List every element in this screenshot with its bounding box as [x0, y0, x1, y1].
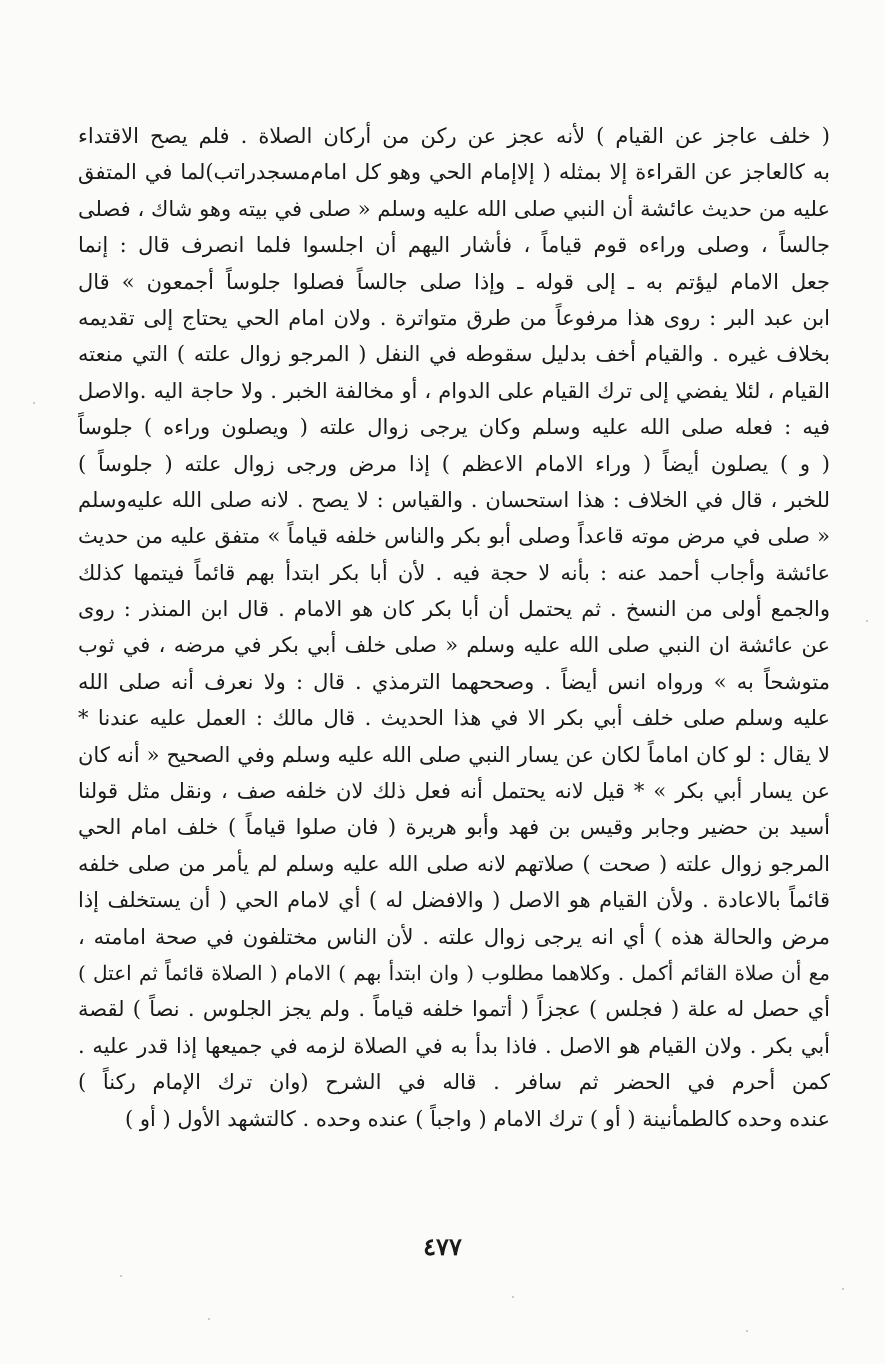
body-text — [78, 118, 830, 1137]
text-line: القيام ، لئلا يفضي إلى ترك القيام على الدوام ، أو مخالفة الخبر . ولا حاجة اليه .والاصل — [78, 378, 830, 403]
text-line: عن يسار أبي بكر » * قيل لانه يحتمل أنه فعل ذلك لان خلفه صف ، ونقل مثل قولنا — [78, 779, 830, 804]
text-line: عائشة وأجاب أحمد عنه : بأنه لا حجة فيه . لأن أبا بكر ابتدأ بهم قائماً فيتمها كذلك — [78, 560, 830, 585]
text-line: عنده وحده كالطمأنينة ( أو ) ترك الامام ( واجباً ) عنده وحده . كالتشهد الأول ( أو ) — [124, 1106, 830, 1131]
text-line: عن عائشة ان النبي صلى الله عليه وسلم « صلى خلف أبي بكر في مرضه ، في ثوب — [78, 633, 830, 658]
text-line: مرض والحالة هذه ) أي انه يرجى زوال علته . لأن الناس مختلفون في صحة امامته ، — [78, 924, 830, 949]
text-line: أبي بكر . ولان القيام هو الاصل . فاذا بدأ به في الصلاة لزمه في جميعها إذا قدر عليه . — [78, 1033, 830, 1058]
text-line: والجمع أولى من النسخ . ثم يحتمل أن أبا بكر كان هو الامام . قال ابن المنذر : روى — [78, 597, 830, 622]
text-line: عليه من حديث عائشة أن النبي صلى الله عليه وسلم « صلى في بيته وهو شاك ، فصلى — [78, 196, 830, 221]
text-line: جالساً ، وصلى وراءه قوم قياماً ، فأشار اليهم أن اجلسوا فلما انصرف قال : إنما — [78, 233, 830, 258]
scan-speck — [512, 1296, 514, 1298]
text-line: متوشحاً به » ورواه انس أيضاً . وصححهما الترمذي . قال : ولا نعرف أنه صلى الله — [78, 669, 830, 694]
text-line: ( خلف عاجز عن القيام ) لأنه عجز عن ركن من أركان الصلاة . فلم يصح الاقتداء — [78, 124, 830, 148]
text-line: به كالعاجز عن القراءة إلا بمثله ( إلاإمام الحي وهو كل امام‌مسجدراتب)لما في المتفق — [78, 160, 830, 185]
scan-speck — [746, 1330, 748, 1332]
text-line: فيه : فعله صلى الله عليه وسلم وكان يرجى زوال علته ( ويصلون وراءه ) جلوساً — [78, 415, 830, 440]
text-line: أي حصل له علة ( فجلس ) عجزاً ( أتموا خلفه قياماً . ولم يجز الجلوس . نصاً ) لقصة — [78, 997, 830, 1022]
text-line: قائماً بالاعادة . ولأن القيام هو الاصل ( والافضل له ) أي لامام الحي ( أن يستخلف إذا — [78, 888, 830, 913]
page-number: ٤٧٧ — [423, 1232, 462, 1261]
text-line: « صلى في مرض موته قاعداً وصلى أبو بكر والناس خلفه قياماً » متفق عليه من حديث — [78, 524, 830, 549]
text-line: المرجو زوال علته ( صحت ) صلاتهم لانه صلى الله عليه وسلم لم يأمر من صلى خلفه — [78, 851, 830, 876]
scan-speck — [208, 1318, 210, 1320]
text-line: عليه وسلم صلى خلف أبي بكر الا في هذا الحديث . قال مالك : العمل عليه عندنا * — [78, 706, 830, 731]
text-line: ( و ) يصلون أيضاً ( وراء الامام الاعظم ) إذا مرض ورجى زوال علته ( جلوساً ) — [78, 451, 830, 476]
text-line: ابن عبد البر : روى هذا مرفوعاً من طرق متواترة . ولان امام الحي يحتاج إلى تقديمه — [78, 305, 830, 330]
scan-speck — [120, 1275, 122, 1277]
text-line: جعل الامام ليؤتم به ـ إلى قوله ـ وإذا صلى جالساً فصلوا جلوساً أجمعون » قال — [78, 269, 830, 294]
text-line: مع أن صلاة القائم أكمل . وكلاهما مطلوب ( وان ابتدأ بهم ) الامام ( الصلاة قائماً ثم اعتل ) — [78, 960, 830, 985]
scan-speck — [866, 620, 868, 622]
text-line: بخلاف غيره . والقيام أخف بدليل سقوطه في النفل ( المرجو زوال علته ) التي منعته — [78, 342, 830, 367]
text-line: للخبر ، قال في الخلاف : هذا استحسان . والقياس : لا يصح . لانه صلى الله عليه‌وسلم — [78, 487, 830, 512]
scan-speck — [33, 402, 35, 404]
scan-speck — [842, 1288, 844, 1290]
text-line: كمن أحرم في الحضر ثم سافر . قاله في الشرح (وان ترك الإمام ركناً ) — [78, 1070, 830, 1095]
text-line: لا يقال : لو كان اماماً لكان عن يسار النبي صلى الله عليه وسلم وفي الصحيح « أنه كان — [78, 742, 830, 767]
text-line: أسيد بن حضير وجابر وقيس بن فهد وأبو هريرة ( فان صلوا قياماً ) خلف امام الحي — [78, 815, 830, 840]
